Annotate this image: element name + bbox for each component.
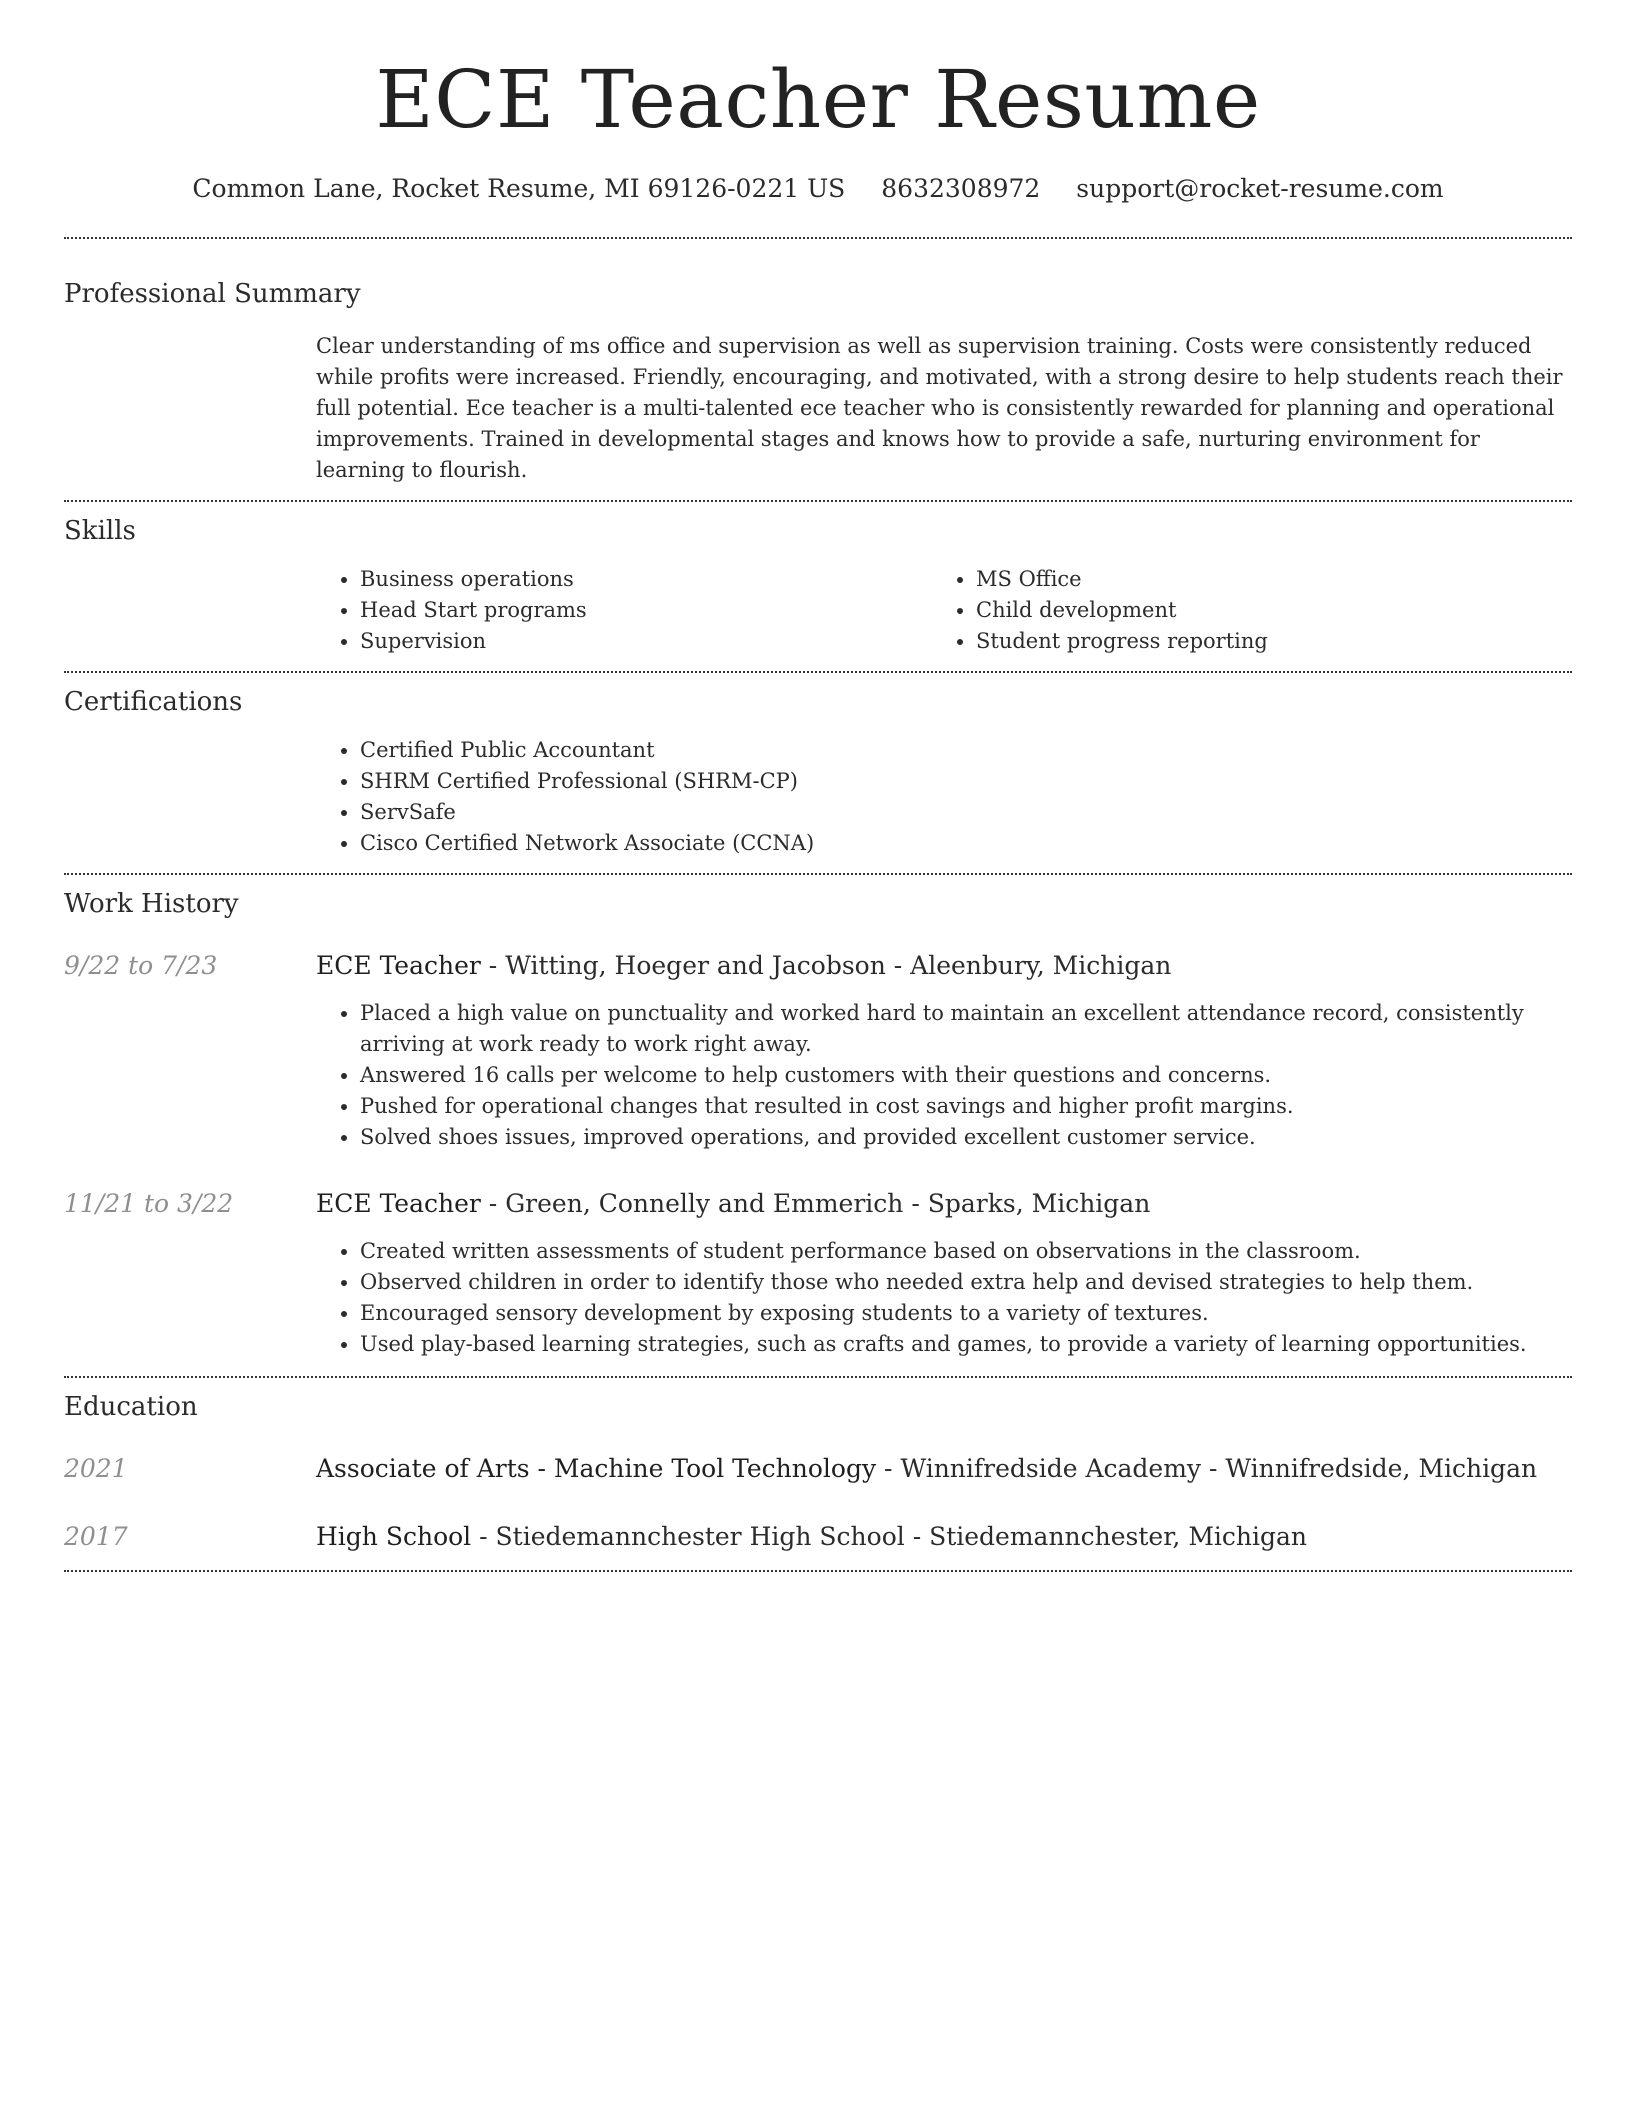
skill-item: • Business operations: [360, 564, 932, 595]
certification-item: • SHRM Certified Professional (SHRM-CP): [360, 766, 1572, 797]
job-dates: 11/21 to 3/22: [64, 1189, 234, 1218]
skill-item: • MS Office: [976, 564, 1548, 595]
skill-item: • Supervision: [360, 626, 932, 657]
job-bullet: • Pushed for operational changes that resulted in cost savings and higher profit margins.: [360, 1091, 1572, 1122]
education-degree: High School: [316, 1522, 472, 1551]
education-details: - Stiedemannchester High School - Stiedemannchester, Michigan: [471, 1522, 1308, 1551]
education-heading-line: [316, 1452, 1537, 1486]
job-bullet: • Observed children in order to identify those who needed extra help and devised strategies to help them.: [360, 1267, 1572, 1298]
skills-section: [64, 502, 1572, 671]
job-heading: [316, 1187, 1572, 1221]
job-bullets: [316, 1236, 1572, 1360]
contact-info: [64, 174, 1572, 203]
job-bullet: • Encouraged sensory development by exposing students to a variety of textures.: [360, 1298, 1572, 1329]
skills-heading: Skills: [64, 516, 136, 546]
education-degree: Associate of Arts - Machine Tool Technology: [316, 1454, 877, 1483]
job-bullet: • Used play-based learning strategies, such as crafts and games, to provide a variety of learning opportunities.: [360, 1329, 1572, 1360]
education-entry: [64, 1520, 1572, 1554]
certification-item: • Cisco Certified Network Associate (CCNA): [360, 828, 1572, 859]
certifications-heading: Certifications: [64, 687, 243, 717]
contact-phone: 8632308972: [881, 174, 1041, 203]
certification-item: • Certified Public Accountant: [360, 735, 1572, 766]
resume-page: [64, 0, 1572, 1572]
job-bullet: • Placed a high value on punctuality and worked hard to maintain an excellent attendance record, consistently arriving at work ready to work right away.: [360, 998, 1572, 1060]
education-details: - Winnifredside Academy - Winnifredside, Michigan: [876, 1454, 1538, 1483]
job-bullet: • Answered 16 calls per welcome to help customers with their questions and concerns.: [360, 1060, 1572, 1091]
summary-section: [64, 239, 1572, 500]
skills-column-1: [316, 564, 932, 657]
contact-address: Common Lane, Rocket Resume, MI 69126-0221 US: [192, 174, 846, 203]
contact-email: support@rocket-resume.com: [1076, 174, 1444, 203]
job-heading: [316, 949, 1572, 983]
job-bullet: • Solved shoes issues, improved operations, and provided excellent customer service.: [360, 1122, 1572, 1153]
page-title: ECE Teacher Resume: [375, 53, 1261, 146]
certification-item: • ServSafe: [360, 797, 1572, 828]
education-section: [64, 1378, 1572, 1554]
job-title: ECE Teacher: [316, 1189, 481, 1218]
job-title: ECE Teacher: [316, 951, 481, 980]
job-details: - Witting, Hoeger and Jacobson - Aleenbury, Michigan: [480, 951, 1172, 980]
job-bullets: [316, 998, 1572, 1153]
education-year: 2017: [64, 1522, 128, 1551]
certifications-list: [316, 717, 1572, 873]
summary-heading: Professional Summary: [64, 279, 361, 309]
skills-list: [316, 546, 1572, 671]
job-entry: [64, 1187, 1572, 1360]
job-bullet: • Created written assessments of student performance based on observations in the classroom.: [360, 1236, 1572, 1267]
summary-text: Clear understanding of ms office and supervision as well as supervision training. Costs were consistently reduced while profits were increased. Friendly, encouraging, and motivated, with a strong desire to help students reach their full potential. Ece teacher is a multi-talented ece teacher who is consistently rewarded for planning and operational improvements. Trained in developmental stages and knows how to provide a safe, nurturing environment for learning to flourish.: [316, 334, 1563, 482]
skill-item: • Child development: [976, 595, 1548, 626]
skill-item: • Head Start programs: [360, 595, 932, 626]
job-entry: [64, 949, 1572, 1153]
work-history-heading: Work History: [64, 889, 239, 919]
job-details: - Green, Connelly and Emmerich - Sparks, Michigan: [480, 1189, 1151, 1218]
education-heading-line: [316, 1520, 1307, 1554]
skill-item: • Student progress reporting: [976, 626, 1548, 657]
work-history-section: [64, 875, 1572, 1376]
skills-column-2: [932, 564, 1548, 657]
job-dates: 9/22 to 7/23: [64, 951, 218, 980]
education-entry: [64, 1452, 1572, 1486]
section-divider: [64, 1570, 1572, 1572]
certifications-section: [64, 673, 1572, 873]
education-year: 2021: [64, 1454, 128, 1483]
education-heading: Education: [64, 1392, 198, 1422]
